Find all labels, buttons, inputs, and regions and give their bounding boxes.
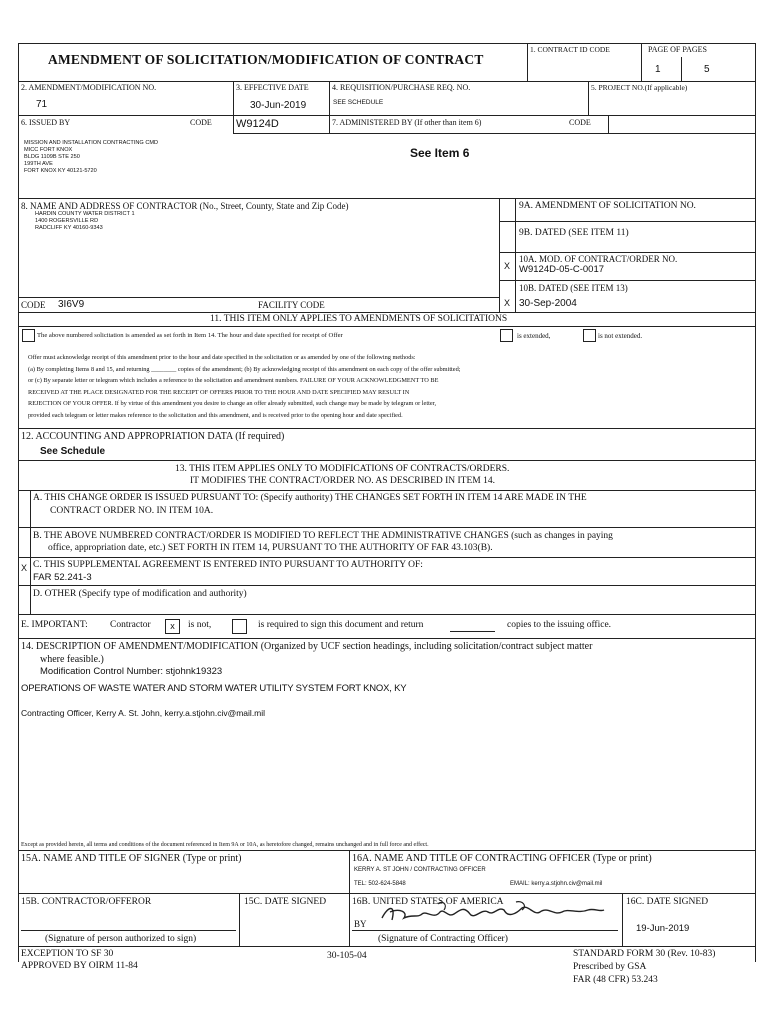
item-13-heading-1: 13. THIS ITEM APPLIES ONLY TO MODIFICATIONS OF CONTRACTS/ORDERS. <box>175 464 510 474</box>
contractor-word: Contractor <box>110 620 151 630</box>
item-16a-label: 16A. NAME AND TITLE OF CONTRACTING OFFICER (Type or print) <box>352 853 652 864</box>
item-9b-label: 9B. DATED (SEE ITEM 11) <box>519 228 629 238</box>
contractor-line: 1400 ROGERSVILLE RD <box>35 218 99 224</box>
footer-std: STANDARD FORM 30 (Rev. 10-83) <box>573 949 716 959</box>
instruction-line: REJECTION OF YOUR OFFER. If by virtue of this amendment you desire to change an offer already submitted, such change may be made by telegram or letter, <box>28 400 437 407</box>
requisition-value: SEE SCHEDULE <box>333 99 384 106</box>
officer-signature <box>378 898 618 930</box>
issued-by-label: 6. ISSUED BY <box>21 118 71 127</box>
not-extended-checkbox[interactable] <box>583 329 596 342</box>
issuer-line: 199TH AVE <box>24 161 53 167</box>
item-13b-line1: B. THE ABOVE NUMBERED CONTRACT/ORDER IS MODIFIED TO REFLECT THE ADMINISTRATIVE CHANGES (such as changes in paying <box>33 531 613 541</box>
footer-approved: APPROVED BY OIRM 11-84 <box>21 961 138 971</box>
item-11-heading: 11. THIS ITEM ONLY APPLIES TO AMENDMENTS OF SOLICITATIONS <box>210 314 508 324</box>
item-13c-authority: FAR 52.241-3 <box>33 572 92 583</box>
amendment-no-label: 2. AMENDMENT/MODIFICATION NO. <box>21 83 157 92</box>
item-11-line1: The above numbered solicitation is amended as set forth in Item 14. The hour and date specified for receipt of Offer <box>37 332 343 339</box>
item-13d-line1: D. OTHER (Specify type of modification and authority) <box>33 589 247 599</box>
instruction-line: or (c) By separate letter or telegram which includes a reference to the solicitation and amendment numbers. FAILURE OF YOUR ACKNOWLEDGMENT TO BE <box>28 377 439 384</box>
instruction-line: Offer must acknowledge receipt of this amendment prior to the hour and date specified in the solicitation or as amended by one of the following methods: <box>28 354 416 361</box>
issuer-address <box>24 140 158 175</box>
item-9a-label: 9A. AMENDMENT OF SOLICITATION NO. <box>519 201 696 211</box>
important-label: E. IMPORTANT: <box>21 620 88 630</box>
item-11-instructions <box>28 352 461 421</box>
issued-code-label: CODE <box>190 118 212 127</box>
modification-control-number: Modification Control Number: stjohnk19323 <box>40 666 223 677</box>
item-10b-value: 30-Sep-2004 <box>519 298 577 309</box>
effective-date-label: 3. EFFECTIVE DATE <box>236 83 309 92</box>
contract-id-code-label: 1. CONTRACT ID CODE <box>530 45 610 54</box>
item-15a-label: 15A. NAME AND TITLE OF SIGNER (Type or print) <box>21 853 242 864</box>
item-10a-label: 10A. MOD. OF CONTRACT/ORDER NO. <box>519 254 678 264</box>
item-12-value: See Schedule <box>40 446 106 457</box>
item-14-label-2: where feasible.) <box>40 654 104 665</box>
item-13a-line2: CONTRACT ORDER NO. IN ITEM 10A. <box>50 506 214 516</box>
date-signed-value: 19-Jun-2019 <box>636 923 690 934</box>
footer-far: FAR (48 CFR) 53.243 <box>573 975 658 985</box>
issuer-line: BLDG 1109B STE 250 <box>24 154 80 160</box>
instruction-line: provided each telegram or letter makes reference to the solicitation and this amendment, and is received prior to the opening hour and date specified. <box>28 411 403 419</box>
not-extended-label: is not extended. <box>598 332 643 340</box>
issuer-line: MICC FORT KNOX <box>24 147 73 153</box>
item-16c-label: 16C. DATE SIGNED <box>626 897 709 907</box>
item-10b-mark: X <box>504 298 511 308</box>
requisition-label: 4. REQUISITION/PURCHASE REQ. NO. <box>332 83 471 92</box>
page-number: 1 <box>655 64 661 75</box>
item-14-label-1: 14. DESCRIPTION OF AMENDMENT/MODIFICATION (Organized by UCF section headings, including solicitation/contract subject matter <box>21 641 593 652</box>
extended-label: is extended, <box>517 332 551 340</box>
contractor-address <box>35 211 135 232</box>
project-no-label: 5. PROJECT NO.(If applicable) <box>591 83 688 92</box>
footer-center: 30-105-04 <box>327 951 367 961</box>
signature-officer-label: (Signature of Contracting Officer) <box>378 934 508 944</box>
see-item-6: See Item 6 <box>410 146 470 160</box>
instruction-line: (a) By completing Items 8 and 15, and returning ________ copies of the amendment; (b) By acknowledging receipt of this amendment on each copy of the offer submitted; <box>28 365 461 373</box>
contractor-code-label: CODE <box>21 300 46 310</box>
item-16b-label: 16B. UNITED STATES OF AMERICA <box>352 897 504 907</box>
item-13c-line1: C. THIS SUPPLEMENTAL AGREEMENT IS ENTERED INTO PURSUANT TO AUTHORITY OF: <box>33 560 423 570</box>
contractor-address-label: 8. NAME AND ADDRESS OF CONTRACTOR (No., Street, County, State and Zip Code) <box>21 201 349 211</box>
extended-checkbox[interactable] <box>500 329 513 342</box>
solicitation-amended-checkbox[interactable] <box>22 329 35 342</box>
administered-by-label: 7. ADMINISTERED BY (If other than item 6) <box>332 118 482 127</box>
instruction-line: RECEIVED AT THE PLACE DESIGNATED FOR THE RECEIPT OF OFFERS PRIOR TO THE HOUR AND DATE SPECIFIED MAY RESULT IN <box>28 388 410 396</box>
amendment-no-value: 71 <box>36 99 48 110</box>
is-required-checkbox[interactable] <box>232 619 247 634</box>
is-not-checkbox[interactable]: x <box>165 619 180 634</box>
officer-name: KERRY A. ST JOHN / CONTRACTING OFFICER <box>354 867 486 873</box>
item-10a-mark: X <box>504 261 511 271</box>
signature-person-label: (Signature of person authorized to sign) <box>45 934 197 944</box>
issuer-line: MISSION AND INSTALLATION CONTRACTING CMD <box>24 140 159 146</box>
item-10b-label: 10B. DATED (SEE ITEM 13) <box>519 283 628 293</box>
item-13c-mark: X <box>21 563 28 573</box>
item-13a-line1: A. THIS CHANGE ORDER IS ISSUED PURSUANT TO: (Specify authority) THE CHANGES SET FORTH IN ITEM 14 ARE MADE IN THE <box>33 493 587 503</box>
item-10a-value: W9124D-05-C-0017 <box>519 264 605 275</box>
page-total: 5 <box>704 64 710 75</box>
issuer-line: FORT KNOX KY 40121-5720 <box>24 168 97 174</box>
is-required-label: is required to sign this document and return <box>258 620 424 630</box>
footer-exception: EXCEPTION TO SF 30 <box>21 949 114 959</box>
officer-tel: TEL: 502-624-5848 <box>354 881 406 887</box>
form-title: AMENDMENT OF SOLICITATION/MODIFICATION OF CONTRACT <box>48 52 484 67</box>
is-not-label: is not, <box>188 620 212 630</box>
by-label: BY <box>354 919 367 929</box>
contractor-line: RADCLIFF KY 40160-9343 <box>35 225 103 231</box>
effective-date-value: 30-Jun-2019 <box>250 100 307 111</box>
operations-line: OPERATIONS OF WASTE WATER AND STORM WATER UTILITY SYSTEM FORT KNOX, KY <box>21 683 407 694</box>
facility-code-label: FACILITY CODE <box>258 300 325 310</box>
contracting-officer-line: Contracting Officer, Kerry A. St. John, kerry.a.stjohn.civ@mail.mil <box>21 708 266 718</box>
item-15c-label: 15C. DATE SIGNED <box>244 897 327 907</box>
issued-code-value: W9124D <box>236 118 279 130</box>
contractor-code-value: 3I6V9 <box>58 299 85 310</box>
footer-prescribed: Prescribed by GSA <box>573 962 647 972</box>
item-13b-line2: office, appropriation date, etc.) SET FORTH IN ITEM 14, PURSUANT TO THE AUTHORITY OF FAR 43.103(B). <box>48 543 493 553</box>
admin-code-label: CODE <box>569 118 591 127</box>
item-13-heading-2: IT MODIFIES THE CONTRACT/ORDER NO. AS DESCRIBED IN ITEM 14. <box>190 476 495 486</box>
officer-email: EMAIL: kerry.a.stjohn.civ@mail.mil <box>510 881 603 887</box>
item-15b-label: 15B. CONTRACTOR/OFFEROR <box>21 897 152 907</box>
copies-label: copies to the issuing office. <box>507 620 612 630</box>
contractor-line: HARDIN COUNTY WATER DISTRICT 1 <box>35 211 135 217</box>
item-12-label: 12. ACCOUNTING AND APPROPRIATION DATA (If required) <box>21 431 285 442</box>
terms-note: Except as provided herein, all terms and conditions of the document referenced in Item 9A or 10A, as heretofore changed, remains unchanged and in full force and effect. <box>21 842 429 848</box>
page-of-pages-label: PAGE OF PAGES <box>648 45 707 54</box>
